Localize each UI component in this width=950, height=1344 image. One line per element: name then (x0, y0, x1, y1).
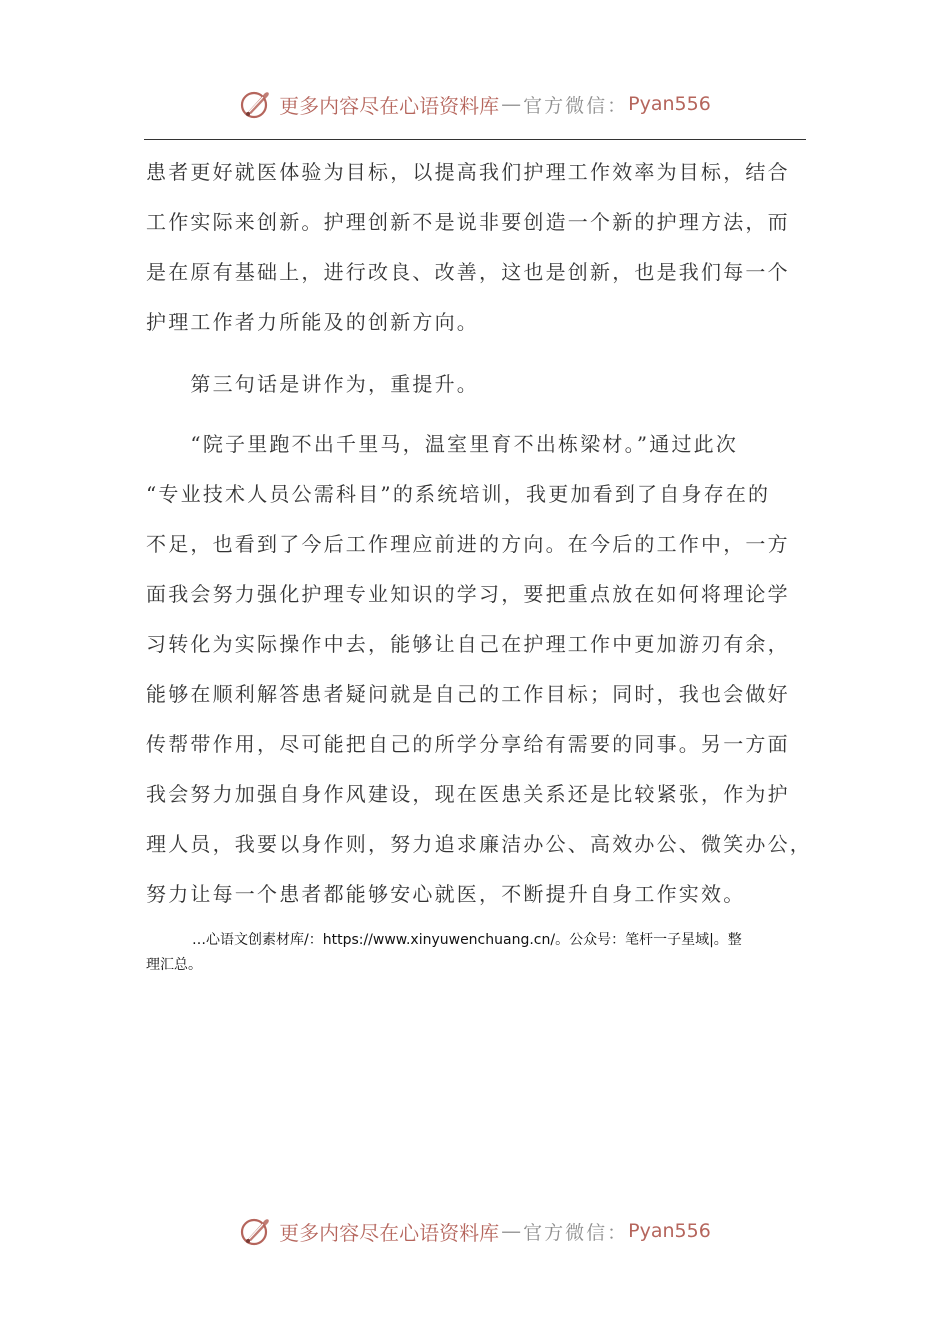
text-line: 患者更好就医体验为目标，以提高我们护理工作效率为目标，结合 (146, 160, 790, 184)
footnote-line: 理汇总。 (146, 957, 202, 973)
paragraph-gap (146, 350, 806, 362)
banner-dash: — (501, 92, 522, 116)
text-line: 面我会努力强化护理专业知识的学习，要把重点放在如何将理论学 (146, 582, 790, 606)
paragraph (146, 422, 812, 922)
paragraph (146, 150, 806, 350)
text-line: 我会努力加强自身作风建设，现在医患关系还是比较紧张，作为护 (146, 782, 790, 806)
banner-wechat-id: Pyan556 (628, 93, 711, 115)
text-line: 工作实际来创新。护理创新不是说非要创造一个新的护理方法，而 (146, 210, 790, 234)
source-footnote (146, 928, 810, 978)
banner-official-label: 官方微信： (523, 1221, 629, 1244)
footer-banner (0, 1211, 950, 1251)
text-line: 能够在顺利解答患者疑问就是自己的工作目标；同时，我也会做好 (146, 682, 790, 706)
banner-wechat-id: Pyan556 (628, 1220, 711, 1242)
header-banner (0, 84, 950, 124)
text-line: “专业技术人员公需科目”的系统培训，我更加看到了自身存在的 (146, 482, 771, 506)
text-line: 习转化为实际操作中去，能够让自己在护理工作中更加游刃有余， (146, 632, 790, 656)
header-divider (144, 139, 806, 140)
banner-dash: — (501, 1219, 522, 1243)
text-line: 努力让每一个患者都能够安心就医，不断提升自身工作实效。 (146, 882, 746, 906)
text-line: 不足，也看到了今后工作理应前进的方向。在今后的工作中，一方 (146, 532, 790, 556)
text-line: 理人员，我要以身作则，努力追求廉洁办公、高效办公、微笑办公， (146, 832, 812, 856)
section-heading-line: 第三句话是讲作为，重提升。 (146, 372, 479, 396)
banner-brand-text: 更多内容尽在心语资料库 (279, 93, 500, 118)
quill-logo-icon (239, 1214, 273, 1248)
paragraph-gap (146, 412, 806, 422)
text-line: 是在原有基础上，进行改良、改善，这也是创新，也是我们每一个 (146, 260, 790, 284)
text-line: 护理工作者力所能及的创新方向。 (146, 310, 479, 334)
text-line: 传帮带作用，尽可能把自己的所学分享给有需要的同事。另一方面 (146, 732, 790, 756)
footnote-line: …心语文创素材库/：https://www.xinyuwenchuang.cn/。公众号：笔杆一子星域|。整 (192, 932, 742, 948)
text-line: “院子里跑不出千里马，温室里育不出栋梁材。”通过此次 (146, 432, 739, 456)
paragraph (146, 362, 806, 412)
banner-brand-text: 更多内容尽在心语资料库 (279, 1220, 500, 1245)
banner-official-label: 官方微信： (523, 94, 629, 117)
quill-logo-icon (239, 87, 273, 121)
document-body (146, 150, 812, 922)
